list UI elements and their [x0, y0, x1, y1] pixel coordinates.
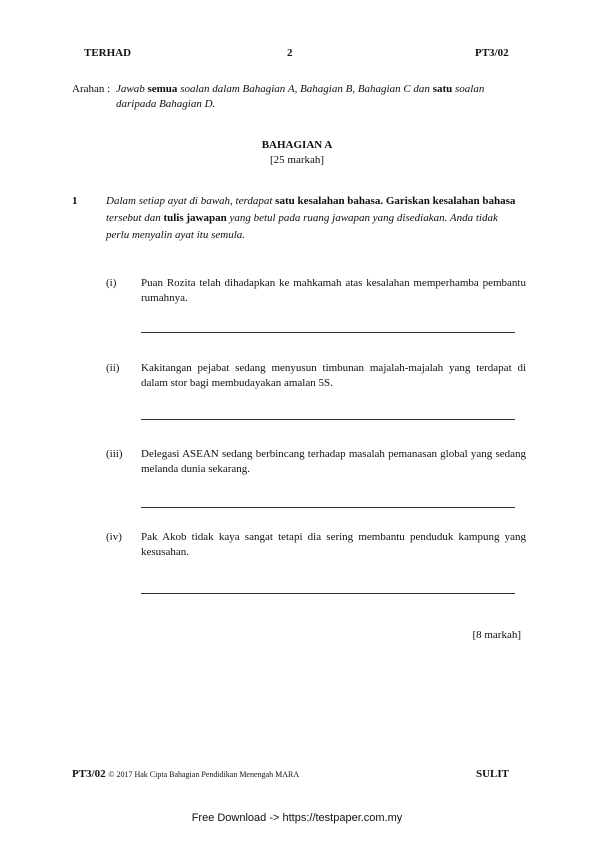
instr-part-5: soalan daripada Bahagian D. [116, 83, 485, 110]
footer-code: PT3/02 [72, 768, 106, 780]
footer-classification: SULIT [476, 768, 510, 780]
header-paper-code: PT3/02 [475, 47, 509, 59]
instr-part-3: soalan dalam Bahagian A, Bahagian B, Bahagian C dan [180, 83, 430, 95]
sub-question-number: (iii) [106, 448, 123, 460]
q-part-3: tersebut dan [106, 212, 161, 224]
sub-question-sentence: Delegasi ASEAN sedang berbincang terhadap masalah pemanasan global yang sedang melanda dunia sekarang. [141, 448, 526, 475]
sub-question-iii [106, 447, 526, 477]
answer-line-iii[interactable] [141, 507, 515, 508]
instructions-label: Arahan : [72, 83, 111, 95]
sub-question-sentence: Puan Rozita telah dihadapkan ke mahkamah atas kesalahan memperhamba pembantu rumahnya. [141, 277, 526, 304]
sub-question-i [106, 276, 526, 306]
answer-line-ii[interactable] [141, 419, 515, 420]
instr-part-1: Jawab [116, 83, 145, 95]
q-part-4: tulis jawapan [163, 212, 227, 224]
instructions [72, 82, 512, 112]
question-number: 1 [72, 195, 78, 207]
page-number: 2 [287, 47, 293, 59]
question-instruction [106, 193, 522, 244]
section-title: BAHAGIAN A [261, 139, 333, 151]
sub-question-ii [106, 361, 526, 391]
sub-question-sentence: Kakitangan pejabat sedang menyusun timbunan majalah-majalah yang terdapat di dalam stor bagi membudayakan amalan 5S. [141, 362, 526, 389]
sub-question-number: (ii) [106, 362, 120, 374]
sub-question-number: (i) [106, 277, 117, 289]
instructions-text [116, 82, 512, 112]
footer-left [72, 768, 299, 780]
footer-copyright: © 2017 Hak Cipta Bahagian Pendidikan Menengah MARA [108, 770, 300, 779]
sub-question-iv [106, 530, 526, 560]
answer-line-iv[interactable] [141, 593, 515, 594]
sub-question-number: (iv) [106, 531, 122, 543]
instr-part-4: satu [432, 83, 453, 95]
q-part-5: yang betul pada ruang jawapan yang disediakan. Anda tidak perlu menyalin ayat itu semula. [106, 212, 498, 241]
section-marks: [25 markah] [269, 154, 325, 166]
q-part-1: Dalam setiap ayat di bawah, terdapat [106, 195, 273, 207]
answer-line-i[interactable] [141, 332, 515, 333]
sub-question-sentence: Pak Akob tidak kaya sangat tetapi dia sering membantu penduduk kampung yang kesusahan. [141, 531, 526, 558]
download-link[interactable]: Free Download -> https://testpaper.com.my [191, 812, 403, 824]
instr-part-2: semua [147, 83, 178, 95]
q-part-2: satu kesalahan bahasa. Gariskan kesalahan bahasa [275, 195, 516, 207]
header-restricted-label: TERHAD [84, 47, 132, 59]
question-marks: [8 markah] [472, 629, 521, 641]
